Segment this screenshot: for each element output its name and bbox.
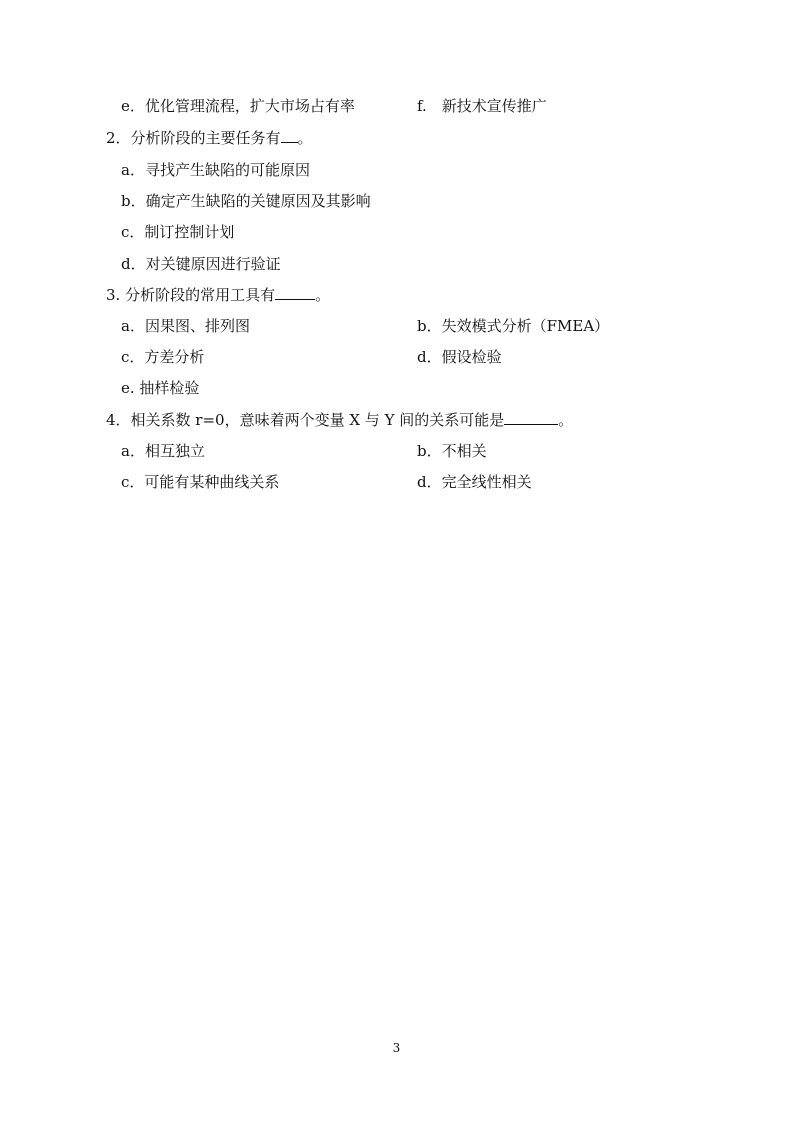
- q3-stem: [106, 285, 330, 305]
- q3-option-c: c．方差分析: [121, 348, 205, 366]
- q2-stem-end: 。: [297, 129, 313, 147]
- q1-option-e: e．优化管理流程，扩大市场占有率: [121, 97, 355, 115]
- q2-option-a: a．寻找产生缺陷的可能原因: [121, 161, 310, 179]
- q3-option-d: d．假设检验: [417, 348, 502, 366]
- q1-option-f: f. 新技术宣传推广: [417, 97, 547, 115]
- q3-option-e: e. 抽样检验: [121, 379, 200, 397]
- q2-option-b: b．确定产生缺陷的关键原因及其影响: [121, 192, 371, 210]
- q2-option-d: d．对关键原因进行验证: [121, 255, 281, 273]
- q4-option-b: b．不相关: [417, 442, 487, 460]
- q3-stem-end: 。: [315, 286, 331, 304]
- q4-answer-blank: [504, 410, 558, 425]
- q2-answer-blank: [281, 128, 298, 143]
- q2-stem: [106, 128, 313, 148]
- q3-answer-blank: [275, 285, 315, 300]
- q2-stem-text: 2．分析阶段的主要任务有: [106, 129, 281, 147]
- q4-option-d: d．完全线性相关: [417, 473, 532, 491]
- q3-option-a: a．因果图、排列图: [121, 317, 250, 335]
- page-number: 3: [392, 1041, 401, 1055]
- q4-option-a: a．相互独立: [121, 442, 205, 460]
- q4-stem-text: 4．相关系数 r=0，意味着两个变量 X 与 Y 间的关系可能是: [106, 411, 505, 429]
- q4-option-c: c．可能有某种曲线关系: [121, 473, 280, 491]
- q3-stem-text: 3. 分析阶段的常用工具有: [106, 286, 276, 304]
- q2-option-c: c．制订控制计划: [121, 223, 235, 241]
- q4-stem-end: 。: [558, 411, 574, 429]
- q3-option-b: b．失效模式分析（FMEA）: [417, 317, 610, 335]
- q4-stem: [106, 410, 573, 430]
